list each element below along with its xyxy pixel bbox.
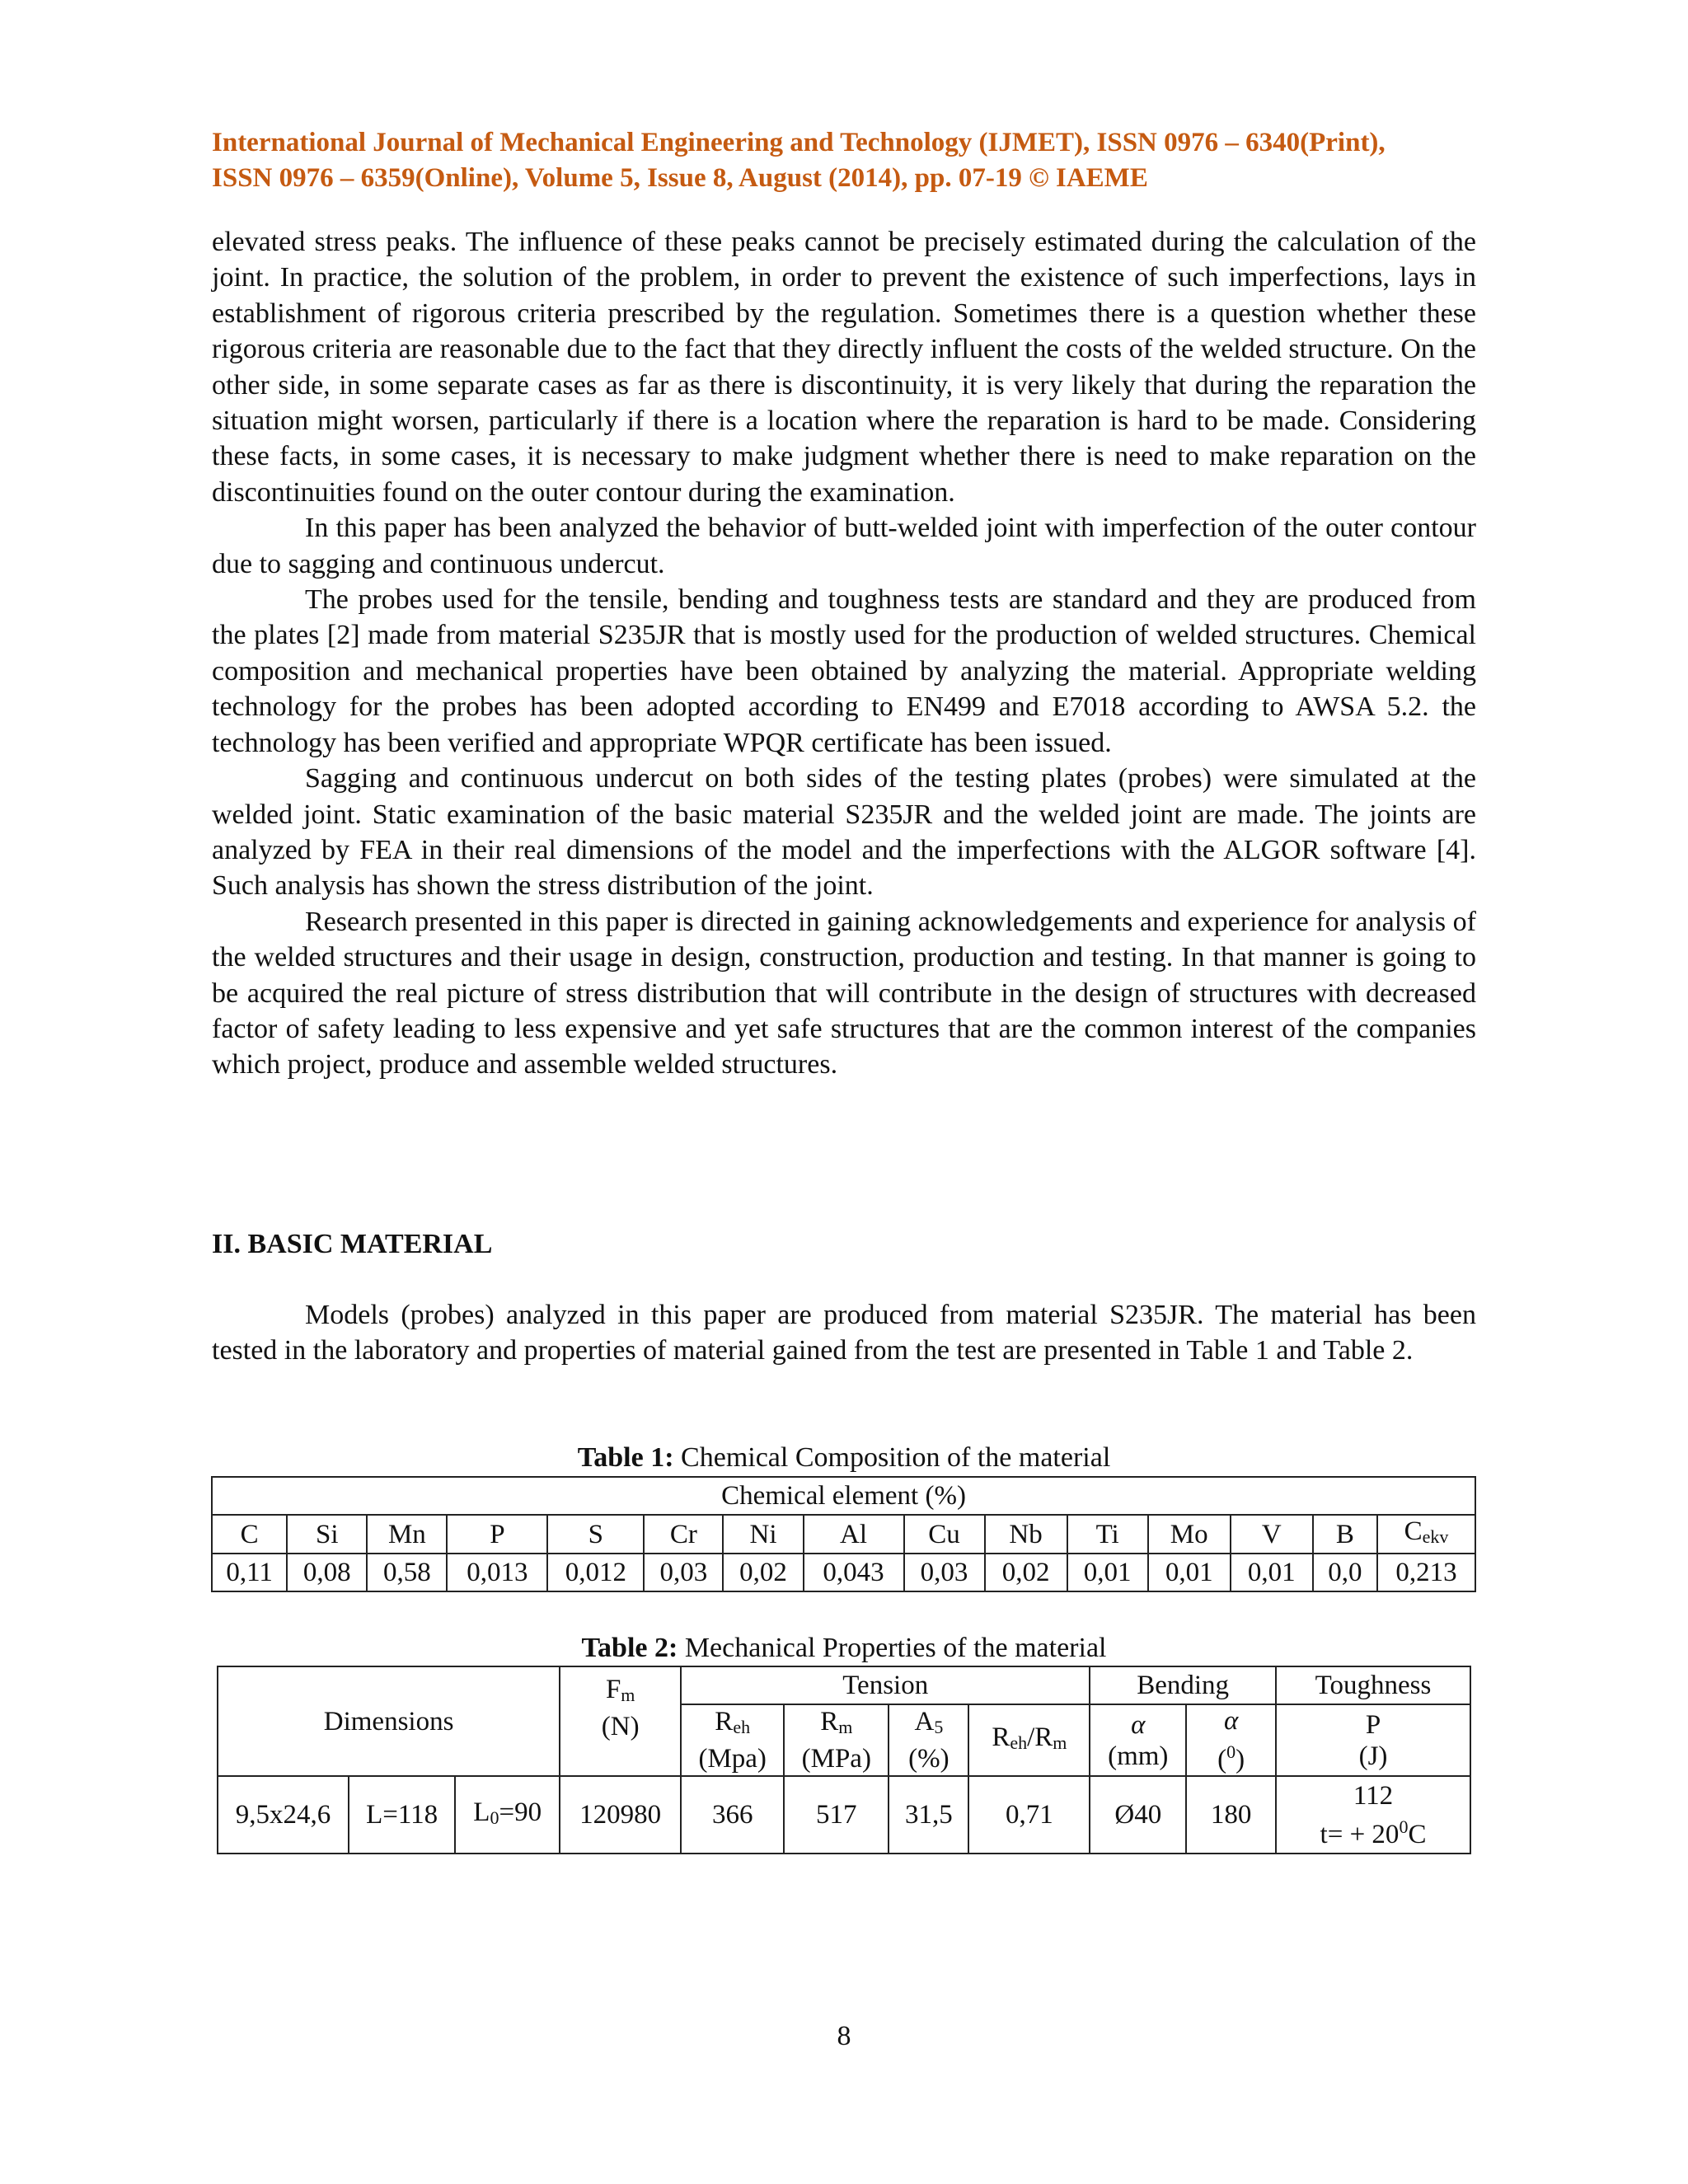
- bend-alpha-deg-header: [1186, 1704, 1276, 1776]
- table1-value-cell: 0,043: [804, 1554, 904, 1591]
- l0-base: L: [473, 1797, 490, 1827]
- table2-value-row: [218, 1776, 1470, 1854]
- rm-header: [784, 1704, 889, 1776]
- ratio-subscript-1: eh: [1010, 1732, 1028, 1753]
- dim-cell: 9,5x24,6: [218, 1776, 349, 1854]
- table1-value-cell: 0,02: [723, 1554, 803, 1591]
- table1-value-cell: 0,02: [985, 1554, 1067, 1591]
- rm-unit: (MPa): [801, 1744, 871, 1774]
- table1-value-cell: 0,013: [447, 1554, 547, 1591]
- dim-cell: [455, 1776, 560, 1854]
- table1-header-cell: Cr: [644, 1515, 723, 1554]
- reh-cell: 366: [681, 1776, 784, 1854]
- rm-subscript: m: [838, 1717, 853, 1737]
- ratio-r1: R: [992, 1722, 1010, 1752]
- ratio-slash: /R: [1027, 1722, 1053, 1752]
- paragraph-3: The probes used for the tensile, bending and toughness tests are standard and they are produced from the plates [2] made from material S235JR that is mostly used for the production of welded structures. Chemical composition and mechanical properties have been obtained by analyzing the material. Appropriate welding technology for the probes has been adopted according to EN499 and E7018 according to AWSA 5.2. the technology has been verified and appropriate WPQR certificate has been issued.: [212, 584, 1476, 758]
- fm-unit: (N): [601, 1712, 640, 1741]
- paragraph-4: Sagging and continuous undercut on both sides of the testing plates (probes) were simulated at the welded joint. Static examination of the basic material S235JR and the welded joint are made. The joints are analyzed by FEA in their real dimensions of the model and the imperfections with the ALGOR software [4]. Such analysis has shown the stress distribution of the joint.: [212, 763, 1476, 902]
- l0-value: =90: [499, 1797, 542, 1827]
- a5-cell: 31,5: [889, 1776, 968, 1854]
- table2-caption-label: Table 2:: [581, 1633, 678, 1663]
- l0-subscript: 0: [490, 1807, 499, 1828]
- table1-caption-label: Table 1:: [577, 1442, 674, 1473]
- table1-header-cell: V: [1231, 1515, 1313, 1554]
- table1-caption-text: Chemical Composition of the material: [673, 1442, 1111, 1473]
- rm-cell: 517: [784, 1776, 889, 1854]
- toughness-value: 112: [1353, 1780, 1394, 1811]
- paragraph-1: elevated stress peaks. The influence of these peaks cannot be precisely estimated during the calculation of the joint. In practice, the solution of the problem, in order to prevent the existence of such imperfections, lays in establishment of rigorous criteria prescribed by the regulation. Sometimes there is a question whether these rigorous criteria are reasonable due to the fact that they directly influent the costs of the welded structure. On the other side, in some separate cases as far as there is discontinuity, it is very likely that during the reparation the situation might worsen, particularly if there is a location where the reparation is hard to be made. Considering these facts, in some cases, it is necessary to make judgment whether there is need to make reparation on the discontinuities found on the outer contour during the examination.: [212, 227, 1476, 508]
- temp-unit: C: [1408, 1819, 1427, 1849]
- header-line-2: ISSN 0976 – 6359(Online), Volume 5, Issue 8, August (2014), pp. 07-19 © IAEME: [212, 163, 1148, 193]
- paragraph-2: In this paper has been analyzed the behavior of butt-welded joint with imperfection of the outer contour due to sagging and continuous undercut.: [212, 513, 1476, 579]
- a5-subscript: 5: [934, 1717, 944, 1737]
- table2-mechanical-properties: [217, 1666, 1471, 1854]
- table1-value-cell: 0,03: [644, 1554, 723, 1591]
- reh-unit: (Mpa): [698, 1744, 767, 1774]
- p-unit: (J): [1358, 1741, 1388, 1771]
- fm-subscript: m: [621, 1685, 635, 1705]
- table1-value-cell: 0,0: [1313, 1554, 1377, 1591]
- table1-value-cell: 0,01: [1148, 1554, 1231, 1591]
- table1-header-cell: Ni: [723, 1515, 803, 1554]
- table1-header-cell: P: [447, 1515, 547, 1554]
- table2-caption-text: Mechanical Properties of the material: [678, 1633, 1107, 1663]
- toughness-p-header: [1276, 1704, 1470, 1776]
- table1-value-row: [212, 1554, 1475, 1591]
- table1-header-cell: Cu: [904, 1515, 985, 1554]
- table1-value-cell: 0,213: [1377, 1554, 1475, 1591]
- table1-header-row: [212, 1515, 1475, 1554]
- fm-base: F: [605, 1675, 621, 1704]
- table1-header-cell: Mn: [367, 1515, 447, 1554]
- dimensions-header: Dimensions: [218, 1666, 560, 1776]
- temp-superscript: 0: [1399, 1816, 1409, 1837]
- bend-mm-cell: Ø40: [1090, 1776, 1186, 1854]
- cekv-base: C: [1404, 1516, 1423, 1546]
- ratio-subscript-2: m: [1053, 1732, 1067, 1753]
- a5-unit: (%): [908, 1744, 950, 1774]
- table1-value-cell: 0,03: [904, 1554, 985, 1591]
- fm-header: [560, 1666, 681, 1776]
- temp-prefix: t= + 20: [1320, 1819, 1400, 1849]
- cekv-subscript: ekv: [1422, 1526, 1449, 1547]
- table1-value-cell: 0,11: [212, 1554, 287, 1591]
- p-symbol: P: [1365, 1709, 1381, 1740]
- deg-close: ): [1236, 1745, 1245, 1774]
- alpha-symbol: α: [1224, 1706, 1239, 1736]
- reh-subscript: eh: [733, 1717, 751, 1737]
- tension-header: Tension: [681, 1666, 1090, 1704]
- bending-header: Bending: [1090, 1666, 1276, 1704]
- bend-alpha-mm-header: [1090, 1704, 1186, 1776]
- table1-header-cell: Si: [287, 1515, 367, 1554]
- deg-superscript: 0: [1226, 1741, 1236, 1762]
- table1-caption: [0, 1441, 1688, 1474]
- alpha-symbol: α: [1131, 1709, 1146, 1740]
- rm-base: R: [820, 1707, 839, 1736]
- reh-base: R: [715, 1707, 734, 1736]
- table1-header-cell: Mo: [1148, 1515, 1231, 1554]
- table1-group-header: Chemical element (%): [212, 1477, 1475, 1515]
- table2-caption: [0, 1632, 1688, 1665]
- a5-base: A: [914, 1707, 935, 1736]
- table1-header-cell: Al: [804, 1515, 904, 1554]
- bend-deg-cell: 180: [1186, 1776, 1276, 1854]
- table1-value-cell: 0,58: [367, 1554, 447, 1591]
- dim-cell: L=118: [349, 1776, 455, 1854]
- table1-chemical-composition: [211, 1476, 1476, 1592]
- deg-open: (: [1217, 1745, 1227, 1774]
- table1-value-cell: 0,012: [547, 1554, 644, 1591]
- table1-header-cell-cekv: [1377, 1515, 1475, 1554]
- table1-value-cell: 0,01: [1231, 1554, 1313, 1591]
- fm-cell: 120980: [560, 1776, 681, 1854]
- table1-header-cell: C: [212, 1515, 287, 1554]
- page-number: 8: [837, 2021, 851, 2051]
- a5-header: [889, 1704, 968, 1776]
- alpha-mm-unit: (mm): [1108, 1741, 1169, 1771]
- table1-header-cell: B: [1313, 1515, 1377, 1554]
- table1-header-cell: Ti: [1067, 1515, 1148, 1554]
- paragraph-5: Research presented in this paper is directed in gaining acknowledgements and experience for analysis of the welded structures and their usage in design, construction, production and testing. In that manner is going to be acquired the real picture of stress distribution that will contribute in the design of structures with decreased factor of safety leading to less expensive and yet safe structures that are the common interest of the companies which project, produce and assemble welded structures.: [212, 906, 1476, 1080]
- ratio-cell: 0,71: [968, 1776, 1090, 1854]
- section-paragraph: Models (probes) analyzed in this paper are produced from material S235JR. The material has been tested in the laboratory and properties of material gained from the test are presented in Table 1 and Table 2.: [212, 1300, 1476, 1366]
- ratio-header: [968, 1704, 1090, 1776]
- table1-header-cell: S: [547, 1515, 644, 1554]
- table1-header-cell: Nb: [985, 1515, 1067, 1554]
- toughness-header: Toughness: [1276, 1666, 1470, 1704]
- journal-header: [212, 125, 1476, 196]
- section-heading: II. BASIC MATERIAL: [212, 1229, 493, 1259]
- body-text: [212, 224, 1476, 1083]
- reh-header: [681, 1704, 784, 1776]
- table1-value-cell: 0,08: [287, 1554, 367, 1591]
- header-line-1: International Journal of Mechanical Engineering and Technology (IJMET), ISSN 0976 – 6340(Print),: [212, 128, 1386, 157]
- table1-value-cell: 0,01: [1067, 1554, 1148, 1591]
- toughness-cell: [1276, 1776, 1470, 1854]
